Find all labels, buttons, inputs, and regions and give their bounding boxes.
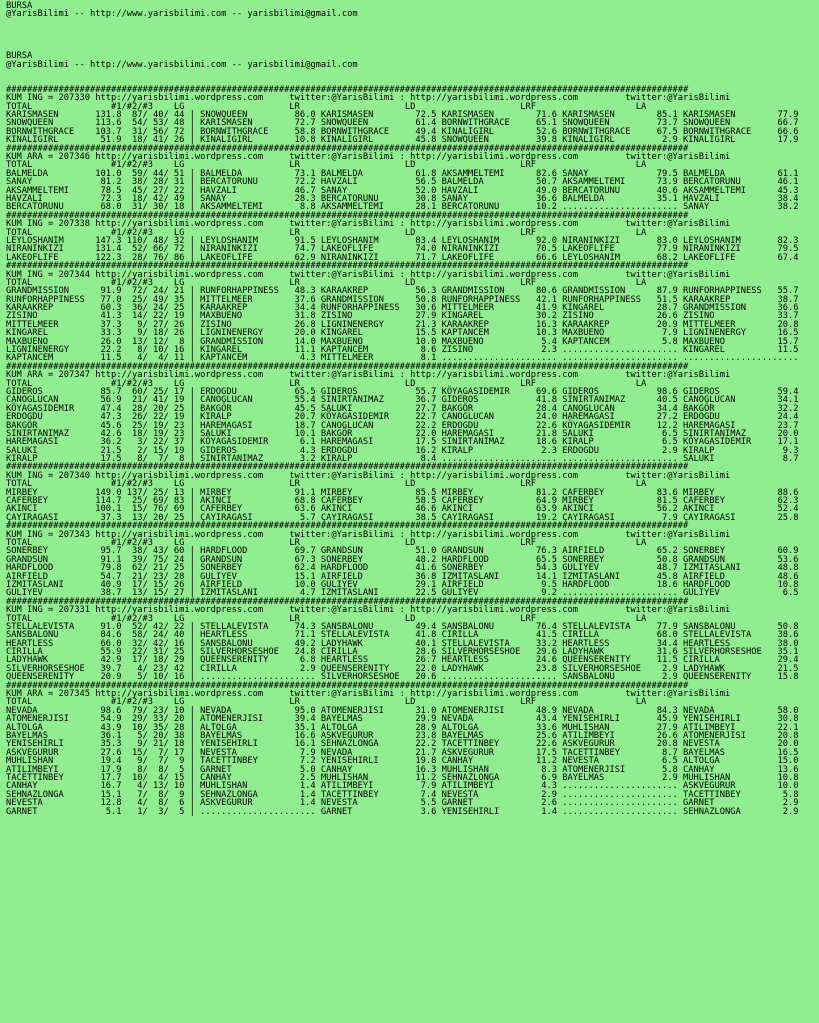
horse-row: STELLALEVISTA 91.0 52/ 42/ 22 | STELLALEVISTA 74.3 SANSBALONU 49.4 SANSBALONU 76.4 STELLALEVISTA 77.9 SANSBALONU 50.8 [6,621,799,632]
horse-row: LADYHAWK 42.9 17/ 18/ 29 | QUEENSERENITY 6.8 HEARTLESS 26.7 HEARTLESS 24.6 QUEENSERENITY 11.5 CIRILLA 29.4 [6,655,799,666]
column-header-line: TOTAL #1/#2/#3 LG LR LD LRF LA [6,227,647,238]
horse-row: SINIRTANIMAZ 42.6 18/ 19/ 23 | SALUKI 10.1 BAKGÖR 22.0 HAREMAGASI 21.8 SALUKI 6.5 SINIRTANIMAZ 20.0 [6,428,799,439]
separator-line: ################################################################################################################################## [6,261,689,272]
horse-row: TACETTINBEY 17.7 10/ 4/ 15 | CANHAY 2.5 MUHLISHAN 11.2 SEHNAZLONGA 6.9 BAYELMAS 2.9 MUHLISHAN 10.8 [6,772,799,783]
blank-line [6,36,819,44]
separator-line: ################################################################################################################################## [6,210,689,221]
horse-row: HAVZALI 72.3 18/ 42/ 49 | SANAY 28.3 BERCATORUNU 30.8 SANAY 36.6 BALMELDA 35.1 HAVZALI 38.4 [6,193,799,204]
page-header-line: BURSA [6,51,33,62]
column-header-line: TOTAL #1/#2/#3 LG LR LD LRF LA [6,277,647,288]
horse-row: IZMITASLANI 40.9 17/ 15/ 26 | AIRFIELD 10.0 GULIYEV 29.1 AIRFIELD 9.5 HARDFLOOD 18.6 HARDFLOOD 10.8 [6,579,799,590]
horse-row: CANOGLUCAN 56.9 21/ 41/ 19 | CANOGLUCAN 55.4 SINIRTANIMAZ 36.7 GIDEROS 41.8 SINIRTANIMAZ 40.5 CANOGLUCAN 34.1 [6,395,799,406]
horse-row: NEVESTA 12.8 4/ 8/ 6 | ASKVEGURUR 1.4 NEVESTA 5.5 GARNET 2.6 ...................... GARNET 2.9 [6,798,799,809]
column-header-line: TOTAL #1/#2/#3 LG LR LD LRF LA [6,479,647,490]
horse-row: CIRILLA 55.9 22/ 31/ 25 | SILVERHORSESHOE 24.8 CIRILLA 28.6 SILVERHORSESHOE 29.6 LADYHAWK 31.6 SILVERHORSESHOE 35.1 [6,647,799,658]
horse-row: ASKVEGURUR 27.6 15/ 7/ 17 | NEVESTA 7.9 NEVADA 21.7 ASKVEGURUR 17.5 TACETTINBEY 8.7 BAYELMAS 16.5 [6,747,799,758]
horse-row: HEARTLESS 66.0 32/ 42/ 16 | SANSBALONU 49.2 LADYHAWK 40.1 STELLALEVISTA 33.2 HEARTLESS 34.4 HEARTLESS 38.0 [6,638,799,649]
race-header-line: KUM ARA = 207346 http://yarisbilimi.wordpress.com twitter:@YarisBilimi : http://yarisbilimi.wordpress.com twitter:@YarisBilimi [6,152,731,163]
separator-line: ################################################################################################################################## [6,596,689,607]
blank-line [6,27,819,35]
horse-row: SONERBEY 95.7 38/ 43/ 60 | HARDFLOOD 69.7 GRANDSUN 51.0 GRANDSUN 76.3 AIRFIELD 65.2 SONERBEY 60.9 [6,546,799,557]
column-header-line: TOTAL #1/#2/#3 LG LR LD LRF LA [6,697,647,708]
horse-row: BAYELMAS 36.1 5/ 20/ 38 | BAYELMAS 16.6 ASKVEGURUR 23.8 BAYELMAS 25.6 ATILIMBEYI 26.6 ATOMENERJISI 20.8 [6,730,799,741]
horse-row: YENISEHIRLI 35.3 9/ 21/ 18 | YENISEHIRLI 16.1 SEHNAZLONGA 22.2 TACETTINBEY 22.6 ASKVEGURUR 20.8 NEVESTA 20.0 [6,739,799,750]
horse-row: SNOWQUEEN 113.6 54/ 53/ 48 | KARISMASEN 72.7 SNOWQUEEN 61.4 BORNWITHGRACE 65.1 SNOWQUEEN 73.7 SNOWQUEEN 66.7 [6,118,799,129]
column-header-line: TOTAL #1/#2/#3 LG LR LD LRF LA [6,538,647,548]
column-header-line: TOTAL #1/#2/#3 LG LR LD LRF LA [6,378,647,389]
horse-row: GRANDMISSION 91.9 72/ 24/ 21 | RUNFORHAPPINESS 48.3 KARAAKREP 56.3 GRANDMISSION 80.6 GRANDMISSION 87.9 RUNFORHAPPINESS 55.7 [6,286,799,297]
horse-row: GULIYEV 38.7 13/ 15/ 27 | IZMITASLANI 4.7 IZMITASLANI 22.5 GULIYEV 9.2 ...................... GULIYEV 6.5 [6,588,799,599]
horse-row: NIRANINKIZI 131.4 52/ 66/ 72 | NIRANINKIZI 74.7 LAKEOFLIFE 74.0 NIRANINKIZI 70.5 LAKEOFLIFE 77.9 NIRANINKIZI 79.5 [6,244,799,255]
race-header-line: KUM ING = 207343 http://yarisbilimi.wordpress.com twitter:@YarisBilimi : http://yarisbilimi.wordpress.com twitter:@YarisBilimi [6,529,731,540]
horse-row: KINALIGIRL 51.9 18/ 41/ 26 | KINALIGIRL 10.8 KINALIGIRL 45.8 SNOWQUEEN 39.8 KINALIGIRL 2.9 KINALIGIRL 17.9 [6,135,799,146]
blank-line [6,44,819,52]
horse-row: AKSAMMELTEMI 78.5 45/ 27/ 22 | HAVZALI 46.7 SANAY 52.0 HAVZALI 49.0 BERCATORUNU 40.6 AKSAMMELTEMI 45.3 [6,185,799,196]
horse-row: BAKGÖR 45.6 25/ 19/ 23 | HAREMAGASI 18.7 CANOGLUCAN 22.2 ERDOGDU 22.6 KÖYAGASIDEMIR 12.2 HAREMAGASI 23.7 [6,420,799,431]
horse-row: BORNWITHGRACE 103.7 31/ 56/ 72 | BORNWITHGRACE 58.8 BORNWITHGRACE 49.4 KINALIGIRL 52.6 BORNWITHGRACE 67.5 BORNWITHGRACE 66.6 [6,126,799,137]
race-header-line: KUM ARA = 207345 http://yarisbilimi.wordpress.com twitter:@YarisBilimi : http://yarisbilimi.wordpress.com twitter:@YarisBilimi [6,689,731,700]
separator-line: ################################################################################################################################## [6,462,689,473]
race-header-line: KUM ARA = 207347 http://yarisbilimi.wordpress.com twitter:@YarisBilimi : http://yarisbilimi.wordpress.com twitter:@YarisBilimi [6,370,731,381]
race-header-line: KUM ING = 207331 http://yarisbilimi.wordpress.com twitter:@YarisBilimi : http://yarisbilimi.wordpress.com twitter:@YarisBilimi [6,605,731,616]
horse-row: SANAY 81.2 38/ 28/ 31 | BERCATORUNU 72.2 HAVZALI 56.5 BALMELDA 50.7 AKSAMMELTEMI 73.9 BERCATORUNU 46.1 [6,177,799,188]
horse-row: KIRALP 17.5 8/ 7/ 8 | SINIRTANIMAZ 3.2 KIRALP 8.4 ...................... ...................... SALUKI 8.7 [6,454,799,465]
horse-row: CAFERBEY 114.7 25/ 69/ 83 | AKINCI 68.8 CAFERBEY 58.5 CAFERBEY 64.9 MIRBEY 81.5 CAFERBEY 62.3 [6,496,799,507]
horse-row: ATOMENERJISI 54.9 29/ 33/ 20 | ATOMENERJISI 39.4 BAYELMAS 29.9 NEVADA 43.4 YENISEHIRLI 45.9 YENISEHIRLI 30.8 [6,714,799,725]
horse-row: SANSBALONU 84.6 58/ 24/ 40 | HEARTLESS 71.1 STELLALEVISTA 41.8 CIRILLA 41.5 CIRILLA 68.0 STELLALEVISTA 38.6 [6,630,799,641]
race-header-line: KUM ING = 207330 http://yarisbilimi.wordpress.com twitter:@YarisBilimi : http://yarisbilimi.wordpress.com twitter:@YarisBilimi [6,93,731,104]
horse-row: ZISINO 41.3 14/ 22/ 19 | MAXBUENO 31.8 ZISINO 27.9 KINGAREL 30.2 ZISINO 26.6 ZISINO 33.7 [6,311,799,322]
horse-row: QUEENSERENITY 20.9 5/ 10/ 16 | ...................... SILVERHORSESHOE 20.6 ...................... SANSBALONU 2.9 QUEENSERENITY 15.8 [6,672,799,683]
horse-row: ERDOGDU 47.3 26/ 22/ 19 | KIRALP 20.7 KÖYAGASIDEMIR 22.7 CANOGLUCAN 24.0 HAREMAGASI 27.2 ERDOGDU 24.4 [6,412,799,423]
horse-row: BERCATORUNU 68.0 31/ 30/ 18 | AKSAMMELTEMI 8.8 AKSAMMELTEMI 28.1 BERCATORUNU 10.2 ...................... SANAY 38.2 [6,202,799,213]
horse-row: GRANDSUN 91.1 39/ 75/ 24 | GRANDSUN 67.3 SONERBEY 48.2 HARDFLOOD 65.5 SONERBEY 50.8 GRANDSUN 53.6 [6,554,799,565]
separator-line: ################################################################################################################################## [6,361,689,372]
column-header-line: TOTAL #1/#2/#3 LG LR LD LRF LA [6,101,647,112]
horse-row: KAPTANCEM 11.5 4/ 4/ 11 | KAPTANCEM 4.3 MITTELMEER 8.1 ...................... ...................... ...................... [6,353,799,364]
horse-row: LIGNINENERGY 22.2 8/ 10/ 16 | KINGAREL 11.1 KAPTANCEM 8.6 ZISINO 2.3 ...................... KINGAREL 11.5 [6,345,799,356]
page-header-line: @YarisBilimi -- http://www.yarisbilimi.com -- yarisbilimi@gmail.com [6,9,358,20]
column-header-line: TOTAL #1/#2/#3 LG LR LD LRF LA [6,613,647,624]
separator-line: ################################################################################################################################## [6,84,689,95]
horse-row: MIRBEY 149.0 137/ 25/ 13 | MIRBEY 91.1 MIRBEY 85.5 MIRBEY 81.2 CAFERBEY 83.6 MIRBEY 88.6 [6,487,799,498]
page-header-line: @YarisBilimi -- http://www.yarisbilimi.com -- yarisbilimi@gmail.com [6,59,358,70]
horse-row: SEHNAZLONGA 15.1 7/ 8/ 9 | SEHNAZLONGA 1.4 TACETTINBEY 7.4 NEVESTA 2.9 ...................... TACETTINBEY 5.8 [6,789,799,800]
horse-row: RUNFORHAPPINESS 77.0 25/ 49/ 35 | MITTELMEER 37.6 GRANDMISSION 50.8 RUNFORHAPPINESS 42.1 RUNFORHAPPINESS 51.5 KARAAKREP 38.7 [6,294,799,305]
column-header-line: TOTAL #1/#2/#3 LG LR LD LRF LA [6,160,647,171]
horse-row: HARDFLOOD 79.8 62/ 21/ 25 | SONERBEY 62.4 HARDFLOOD 41.6 SONERBEY 54.3 GULIYEV 48.7 IZMITASLANI 48.8 [6,563,799,574]
horse-row: SILVERHORSESHOE 39.7 4/ 23/ 42 | CIRILLA 2.9 QUEENSERENITY 22.0 LADYHAWK 23.8 SILVERHORSESHOE 2.9 LADYHAWK 21.5 [6,663,799,674]
horse-row: NEVADA 98.6 79/ 23/ 10 | NEVADA 95.0 ATOMENERJISI 31.0 ATOMENERJISI 48.9 NEVADA 84.3 NEVADA 58.0 [6,705,799,716]
horse-row: ATILIMBEYI 17.9 8/ 8/ 5 | GARNET 5.0 CANHAY 16.3 MUHLISHAN 8.3 ATOMENERJISI 5.8 CANHAY 13.6 [6,764,799,775]
race-header-line: KUM ING = 207338 http://yarisbilimi.wordpress.com twitter:@YarisBilimi : http://yarisbilimi.wordpress.com twitter:@YarisBilimi [6,219,731,230]
horse-row: AKINCI 100.1 15/ 76/ 69 | CAFERBEY 63.6 AKINCI 46.6 AKINCI 63.9 AKINCI 56.2 AKINCI 52.4 [6,504,799,515]
blank-line [6,19,819,27]
horse-row: SALUKI 21.5 2/ 15/ 19 | GIDEROS 4.3 ERDOGDU 16.2 KIRALP 2.3 ERDOGDU 2.9 KIRALP 9.3 [6,445,799,456]
blank-line [6,69,819,77]
horse-row: KÖYAGASIDEMIR 47.4 28/ 20/ 25 | BAKGÖR 45.5 SALUKI 27.7 BAKGÖR 28.4 CANOGLUCAN 34.4 BAKGÖR 32.2 [6,403,799,414]
horse-row: KARISMASEN 131.8 87/ 40/ 44 | SNOWQUEEN 86.0 KARISMASEN 72.5 KARISMASEN 71.6 KARISMASEN 85.1 KARISMASEN 77.9 [6,110,799,121]
separator-line: ################################################################################################################################## [6,680,689,691]
horse-row: LEYLOSHANIM 147.3 110/ 48/ 32 | LEYLOSHANIM 91.5 LEYLOSHANIM 83.4 LEYLOSHANIM 92.0 NIRANINKIZI 83.0 LEYLOSHANIM 82.3 [6,235,799,246]
page-header-line: BURSA [6,1,33,11]
race-header-line: KUM ING = 207344 http://yarisbilimi.wordpress.com twitter:@YarisBilimi : http://yarisbilimi.wordpress.com twitter:@YarisBilimi [6,269,731,280]
horse-row: ÇAYIRAGASI 37.3 13/ 20/ 25 | ÇAYIRAGASI 5.7 ÇAYIRAGASI 38.5 ÇAYIRAGASI 19.2 ÇAYIRAGASI 7.9 ÇAYIRAGASI 25.8 [6,512,799,523]
horse-row: AIRFIELD 54.7 21/ 23/ 28 | GULIYEV 15.1 AIRFIELD 36.8 IZMITASLANI 14.1 IZMITASLANI 45.8 AIRFIELD 48.6 [6,571,799,582]
horse-row: LAKEOFLIFE 122.3 28/ 76/ 86 | LAKEOFLIFE 62.9 NIRANINKIZI 71.7 LAKEOFLIFE 66.6 LEYLOSHANIM 68.2 LAKEOFLIFE 67.4 [6,252,799,263]
separator-line: ################################################################################################################################## [6,143,689,154]
horse-row: ALTOLGA 43.9 10/ 35/ 28 | ALTOLGA 35.1 ALTOLGA 28.9 ALTOLGA 33.6 MUHLISHAN 27.9 ATILIMBEYI 22.1 [6,722,799,733]
horse-row: KINGAREL 33.3 9/ 18/ 26 | LIGNINENERGY 20.0 KINGAREL 15.5 KAPTANCEM 10.3 MAXBUENO 7.9 LIGNINENERGY 16.5 [6,328,799,339]
horse-row: MUHLISHAN 19.4 9/ 7/ 9 | TACETTINBEY 7.2 YENISEHIRLI 19.8 CANHAY 11.2 NEVESTA 6.5 ALTOLGA 15.0 [6,756,799,767]
separator-line: ################################################################################################################################## [6,521,689,532]
horse-row: GIDEROS 85.7 60/ 25/ 17 | ERDOGDU 65.5 GIDEROS 55.7 KÖYAGASIDEMIR 69.6 GIDEROS 98.6 GIDEROS 59.4 [6,386,799,397]
horse-row: MITTELMEER 37.3 9/ 27/ 26 | ZISINO 26.8 LIGNINENERGY 21.3 KARAAKREP 16.3 KARAAKREP 20.9 MITTELMEER 20.8 [6,319,799,330]
horse-row: BALMELDA 101.0 59/ 44/ 51 | BALMELDA 73.1 BALMELDA 61.8 AKSAMMELTEMI 82.6 SANAY 79.5 BALMELDA 61.1 [6,168,799,179]
horse-row: KARAAKREP 60.3 36/ 24/ 25 | KARAAKREP 34.4 RUNFORHAPPINESS 30.6 MITTELMEER 41.9 KINGAREL 28.7 GRANDMISSION 36.6 [6,303,799,314]
horse-row: MAXBUENO 26.0 13/ 12/ 8 | GRANDMISSION 14.0 MAXBUENO 10.0 MAXBUENO 5.4 KAPTANCEM 5.8 MAXBUENO 15.7 [6,336,799,347]
horse-row: HAREMAGASI 36.2 3/ 22/ 37 | KÖYAGASIDEMIR 6.1 HAREMAGASI 17.5 SINIRTANIMAZ 18.6 KIRALP 6.5 KÖYAGASIDEMIR 17.1 [6,437,799,448]
race-header-line: KUM ING = 207340 http://yarisbilimi.wordpress.com twitter:@YarisBilimi : http://yarisbilimi.wordpress.com twitter:@YarisBilimi [6,470,731,481]
horse-row: CANHAY 16.7 4/ 13/ 10 | MUHLISHAN 1.4 ATILIMBEYI 7.9 ATILIMBEYI 4.3 ...................... ASKVEGURUR 10.0 [6,781,799,792]
horse-row: GARNET 5.1 1/ 3/ 5 | ...................... GARNET 3.6 YENISEHIRLI 1.4 ...................... SEHNAZLONGA 2.9 [6,806,799,817]
